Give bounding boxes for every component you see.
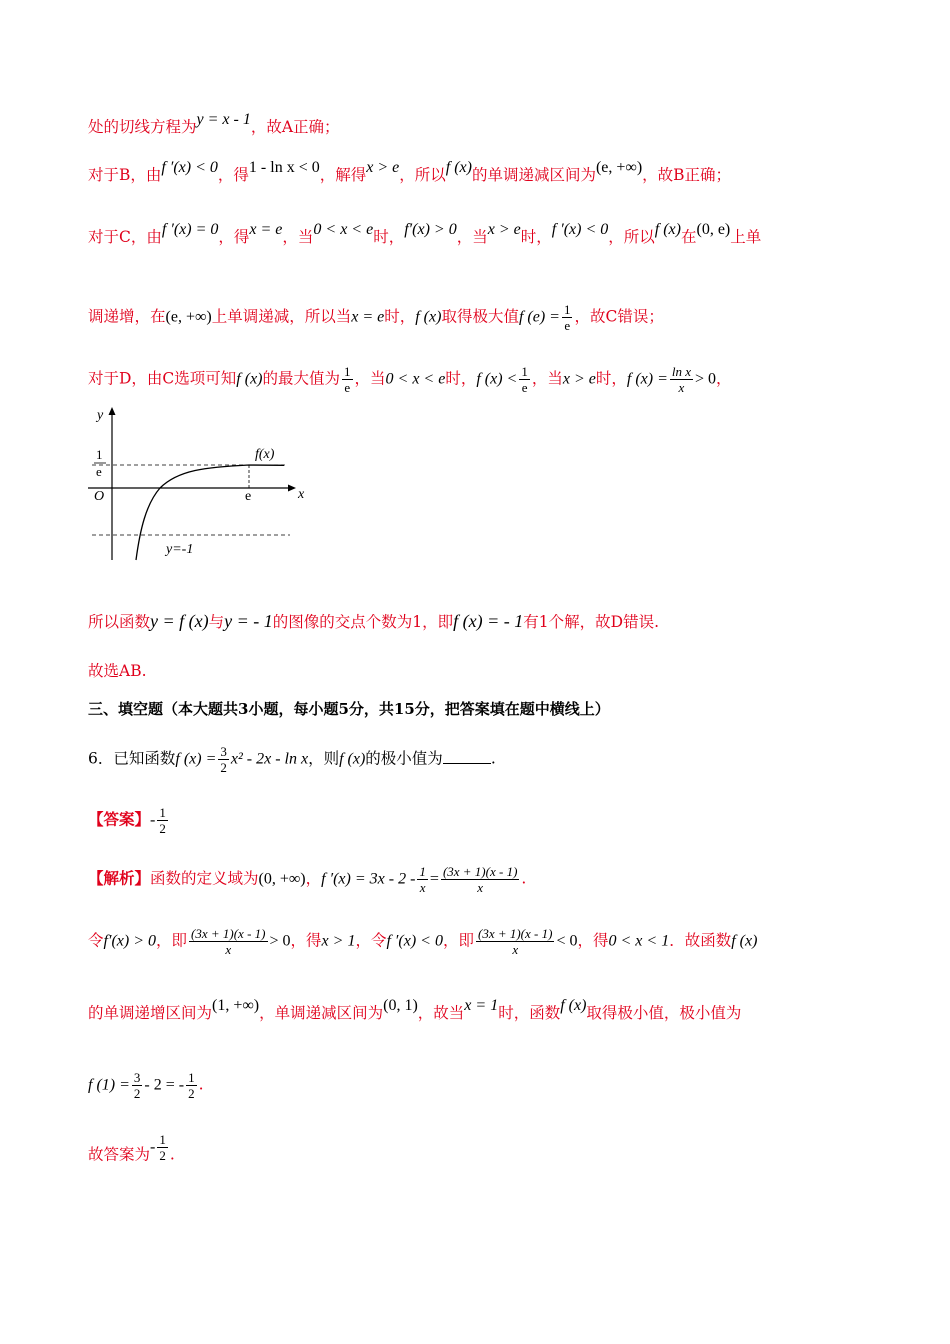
math: f (e) = <box>518 308 560 326</box>
text: 上单 <box>730 228 762 246</box>
fraction-numerator: 1 <box>344 364 351 379</box>
math: f′(x) > 0 <box>404 221 457 238</box>
text: ，所以 <box>399 166 446 184</box>
math: f (1) = <box>88 1076 130 1094</box>
math: f (x) = <box>175 750 217 768</box>
analysis-line-3 <box>88 997 890 1025</box>
math: f (x) < <box>476 370 518 388</box>
math: x > e <box>562 370 596 388</box>
section-heading <box>88 698 890 720</box>
text: ， <box>305 869 322 888</box>
answer-label: 【答案】 <box>88 809 151 829</box>
text: ，单调递减区间为 <box>259 1004 384 1022</box>
y-axis-arrow <box>109 407 116 415</box>
text: 对于D，由C选项可知 <box>88 369 237 388</box>
y-axis-label: y <box>97 408 104 423</box>
text: ，得 <box>290 931 322 950</box>
text: . <box>198 1075 204 1094</box>
fraction-denominator: x <box>419 880 426 895</box>
function-graph <box>86 404 310 564</box>
paragraph-option-d <box>88 364 890 395</box>
text: ，当 <box>354 369 386 388</box>
y-tick-denominator: e <box>96 464 102 479</box>
final-math <box>150 1132 170 1163</box>
math: f (x) <box>415 308 442 326</box>
math: y = f (x) <box>150 611 209 631</box>
text: ，当 <box>531 369 563 388</box>
math: f (x) <box>560 997 587 1014</box>
text: 的图像的交点个数为1，即 <box>272 613 454 631</box>
fraction <box>189 926 267 957</box>
paragraph-option-b <box>88 159 890 187</box>
math: f (x) = - 1 <box>453 611 524 631</box>
fraction <box>132 1070 143 1101</box>
fraction-denominator: x <box>512 942 519 957</box>
text: 调递增，在 <box>88 307 166 326</box>
math: (e, +∞) <box>165 308 212 326</box>
math: f (x) <box>236 370 263 388</box>
text: 取得极大值 <box>441 307 519 326</box>
paragraph-option-a <box>88 111 890 139</box>
x-tick-e: e <box>245 489 252 504</box>
math: 1 - ln x < 0 <box>248 159 320 176</box>
fraction-denominator: 2 <box>159 1148 166 1163</box>
math: (0, 1) <box>383 997 418 1014</box>
math: x² - 2x - ln x <box>230 750 309 768</box>
math: - <box>150 811 156 829</box>
fraction-denominator: x <box>477 880 484 895</box>
math: (0, e) <box>696 221 731 238</box>
math: f (x) <box>445 159 472 176</box>
math: = <box>429 870 439 888</box>
text: 对于C，由 <box>88 228 162 246</box>
analysis-line-1 <box>88 864 890 895</box>
analysis-line-4 <box>88 1070 890 1101</box>
text: . <box>521 869 527 888</box>
math: (1, +∞) <box>212 997 260 1014</box>
math: - <box>150 1138 156 1156</box>
fraction-denominator: 2 <box>133 1086 141 1101</box>
math: (0, +∞) <box>258 870 306 888</box>
fraction-numerator: 1 <box>419 864 426 879</box>
answer-blank <box>443 749 491 764</box>
fraction <box>670 364 693 395</box>
text: 时， <box>373 228 405 246</box>
math: f′(x) > 0 <box>103 932 157 950</box>
fraction-numerator: (3x + 1)(x - 1) <box>442 864 518 879</box>
text: 所以函数 <box>88 613 151 631</box>
math: f (x) = <box>626 370 668 388</box>
fraction-numerator: 1 <box>563 302 571 317</box>
math: f ′(x) = 3x - 2 - <box>321 870 416 888</box>
fraction <box>218 744 229 775</box>
fraction <box>342 364 353 395</box>
math: x = e <box>249 221 283 238</box>
x-axis-label: x <box>298 487 305 502</box>
fraction <box>441 864 519 895</box>
y-tick-numerator: 1 <box>96 447 103 462</box>
final-answer <box>88 1132 890 1171</box>
math: f (x) <box>731 932 758 950</box>
text: 取得极小值，极小值为 <box>586 1004 742 1022</box>
text: ．故函数 <box>669 931 732 950</box>
text: ，则 <box>308 749 340 768</box>
asymptote-label: y=-1 <box>166 542 194 557</box>
text: ，得 <box>217 166 249 184</box>
text: ，解得 <box>319 166 367 184</box>
math: f ′(x) < 0 <box>386 932 443 950</box>
text: 在 <box>680 228 697 246</box>
text: ，所以 <box>608 228 655 246</box>
fraction-denominator: e <box>564 318 571 333</box>
text: . <box>169 1145 175 1164</box>
fraction-numerator: 3 <box>220 744 227 759</box>
math: 0 < x < 1 <box>608 932 670 950</box>
math: y = - 1 <box>224 611 273 631</box>
math: x = 1 <box>464 997 499 1014</box>
text: . <box>490 749 496 768</box>
text: ，当 <box>456 228 488 246</box>
text: 时， <box>520 228 552 246</box>
fraction-denominator: 2 <box>159 821 166 836</box>
math: y = x - 1 <box>196 111 251 128</box>
fraction-numerator: ln x <box>671 364 692 379</box>
text: 时，函数 <box>498 1004 561 1022</box>
math: (e, +∞) <box>595 159 643 176</box>
paragraph-conclusion-d <box>88 610 890 633</box>
math: f (x) <box>654 221 681 238</box>
text: ，得 <box>577 931 609 950</box>
curve-label: f(x) <box>255 447 275 462</box>
fraction-denominator: 2 <box>188 1086 195 1101</box>
math: - 2 = - <box>144 1076 185 1094</box>
text: 令 <box>88 931 104 950</box>
text: ，得 <box>218 228 250 246</box>
fraction-numerator: 1 <box>521 364 528 379</box>
text: ，故A正确； <box>250 118 340 136</box>
fraction <box>157 805 168 836</box>
text: 时， <box>384 307 416 326</box>
text: 故答案为 <box>88 1145 151 1164</box>
math: > 0 <box>269 932 291 950</box>
math: x > e <box>366 159 400 176</box>
fraction-numerator: (3x + 1)(x - 1) <box>477 926 553 941</box>
math: < 0 <box>556 932 578 950</box>
text: ，故当 <box>417 1004 465 1022</box>
math: 0 < x < e <box>313 221 374 238</box>
analysis-line-2 <box>88 926 890 957</box>
text: ，即 <box>156 931 188 950</box>
text: ，故B正确； <box>642 166 732 184</box>
fraction-denominator: e <box>344 380 351 395</box>
text: 的极小值为 <box>365 749 443 768</box>
text: ，令 <box>355 931 387 950</box>
fraction-numerator: 1 <box>159 805 166 820</box>
fraction <box>476 926 554 957</box>
answer-line <box>88 805 890 836</box>
paragraph-option-c-cont <box>88 302 890 333</box>
paragraph-option-c <box>88 221 890 249</box>
x-axis-arrow <box>288 485 296 492</box>
fraction <box>186 1070 197 1101</box>
math: > 0 <box>695 370 717 388</box>
math: 0 < x < e <box>385 370 446 388</box>
fraction <box>562 302 573 333</box>
fraction <box>417 864 428 895</box>
math: x = e <box>351 308 385 326</box>
text: 6．已知函数 <box>88 749 176 768</box>
text: 时， <box>445 369 477 388</box>
fraction-denominator: e <box>521 380 528 395</box>
math: x > 1 <box>321 932 356 950</box>
fraction-numerator: 1 <box>159 1132 166 1147</box>
paragraph-choose <box>88 660 890 682</box>
fraction-denominator: x <box>225 942 232 957</box>
fraction <box>519 364 530 395</box>
text: 的单调递减区间为 <box>471 166 596 184</box>
math: f ′(x) < 0 <box>161 159 218 176</box>
text: 上单调递减，所以当 <box>211 307 352 326</box>
text: 对于B，由 <box>88 166 162 184</box>
curve-f <box>136 465 284 560</box>
fraction-numerator: (3x + 1)(x - 1) <box>191 926 266 941</box>
math: f (x) <box>339 750 366 768</box>
text: 与 <box>208 613 225 631</box>
fraction <box>157 1132 168 1163</box>
math: f ′(x) < 0 <box>551 221 609 238</box>
text: 的单调递增区间为 <box>88 1004 213 1022</box>
text: ，当 <box>282 228 314 246</box>
math: x > e <box>487 221 521 238</box>
text: ， <box>716 369 732 388</box>
text: 函数的定义域为 <box>150 869 259 888</box>
text: 的最大值为 <box>262 369 341 388</box>
question-6 <box>88 744 890 775</box>
math: f ′(x) = 0 <box>161 221 219 238</box>
fraction-denominator: 2 <box>220 760 227 775</box>
text: 故选AB. <box>88 662 147 680</box>
analysis-label: 【解析】 <box>88 868 151 888</box>
text: 三、填空题（本大题共3小题，每小题5分，共15分，把答案填在题中横线上） <box>88 700 610 718</box>
origin-label: O <box>94 489 105 504</box>
fraction-denominator: x <box>678 380 685 395</box>
text: 时， <box>595 369 627 388</box>
fraction-numerator: 3 <box>133 1070 141 1085</box>
fraction-numerator: 1 <box>188 1070 195 1085</box>
text: 处的切线方程为 <box>88 118 197 136</box>
text: 有1个解，故D错误. <box>523 613 660 631</box>
text: ，故C错误； <box>574 307 664 326</box>
text: ，即 <box>442 931 474 950</box>
